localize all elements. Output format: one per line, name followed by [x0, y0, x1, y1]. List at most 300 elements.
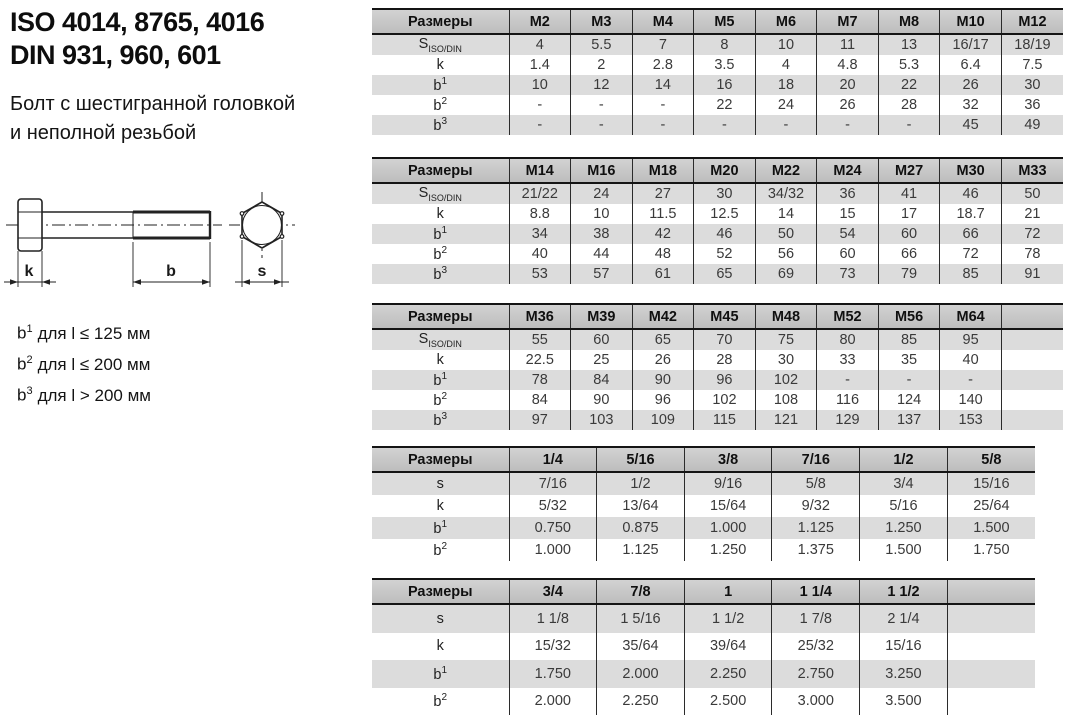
table-header-size: 7/16	[772, 447, 860, 472]
table-cell: 1 5/16	[597, 604, 685, 633]
table-cell: 52	[694, 244, 756, 264]
table-cell: 15/64	[684, 495, 772, 517]
table-cell: 25	[571, 350, 633, 370]
table-cell: 2.000	[597, 660, 685, 688]
table-cell: 1.125	[772, 517, 860, 539]
table-row	[372, 517, 1035, 539]
table-cell: 2.8	[632, 55, 694, 75]
table-header-row	[372, 158, 1063, 183]
row-label: $b^2$	[433, 96, 448, 114]
table-cell: 1 1/2	[684, 604, 772, 633]
table-header-size: M8	[878, 9, 940, 34]
table-cell: 97	[509, 410, 571, 430]
table-cell: 73	[817, 264, 879, 284]
table-cell: 1.375	[772, 539, 860, 561]
table-header-size: 1/4	[509, 447, 597, 472]
table-cell: 18	[755, 75, 817, 95]
table-cell: 9/16	[684, 472, 772, 495]
table-cell: 2	[571, 55, 633, 75]
table-row	[372, 660, 1035, 688]
table-cell: -	[632, 95, 694, 115]
hex-corner-mark	[240, 212, 244, 216]
table-cell	[1001, 329, 1063, 350]
hex-head-end-view	[242, 202, 282, 248]
table-cell: 15	[817, 204, 879, 224]
table-cell	[947, 633, 1035, 661]
table-cell: 57	[571, 264, 633, 284]
dimension-label-k: k	[24, 263, 34, 280]
table-cell: 38	[571, 224, 633, 244]
table-cell: 45	[940, 115, 1002, 135]
table-row	[372, 183, 1063, 204]
table-cell: 35/64	[597, 633, 685, 661]
table-header-size: 1	[684, 579, 772, 604]
table-row	[372, 390, 1063, 410]
footnote-text: для l > 200 мм	[37, 385, 151, 405]
table-cell: 3.000	[772, 688, 860, 716]
table-row	[372, 224, 1063, 244]
row-label: $b^1$	[433, 225, 448, 243]
table-header-label: Размеры	[372, 158, 509, 183]
footnote-symbol: b	[17, 385, 27, 405]
table-header-row	[372, 304, 1063, 329]
table-cell: 1.250	[684, 539, 772, 561]
table-cell: 153	[940, 410, 1002, 430]
table-cell: 46	[940, 183, 1002, 204]
table-cell: 116	[817, 390, 879, 410]
table-header-size: M52	[817, 304, 879, 329]
table-cell: 28	[878, 95, 940, 115]
table-cell: -	[940, 370, 1002, 390]
table-cell: 7	[632, 34, 694, 55]
table-header-row	[372, 447, 1035, 472]
bolt-head-side-view	[18, 199, 42, 251]
table-cell: 66	[878, 244, 940, 264]
dimension-table-3	[372, 303, 1063, 430]
row-label: $b^3$	[433, 411, 448, 429]
table-cell: 18/19	[1001, 34, 1063, 55]
table-cell: 80	[817, 329, 879, 350]
table-cell: 2.500	[684, 688, 772, 716]
table-cell: 1/2	[597, 472, 685, 495]
row-label: $b^2$	[433, 391, 448, 409]
table-header-size: M27	[878, 158, 940, 183]
table-cell: -	[878, 115, 940, 135]
table-cell: 3.250	[860, 660, 948, 688]
table-cell: 65	[632, 329, 694, 350]
table-cell: 36	[1001, 95, 1063, 115]
table-cell: 72	[940, 244, 1002, 264]
table-cell: 14	[632, 75, 694, 95]
table-header-size: M24	[817, 158, 879, 183]
table-header-row	[372, 9, 1063, 34]
table-cell: 2.750	[772, 660, 860, 688]
table-header-size: M42	[632, 304, 694, 329]
page-subtitle	[10, 90, 295, 148]
table-row	[372, 370, 1063, 390]
row-label: $b^2$	[433, 541, 448, 559]
subtitle-line-1: Болт с шестигранной головкой	[10, 93, 296, 115]
table-cell: 12.5	[694, 204, 756, 224]
table-cell: 72	[1001, 224, 1063, 244]
table-cell: 0.875	[597, 517, 685, 539]
table-cell	[947, 688, 1035, 716]
title-iso: ISO 4014, 8765, 4016	[10, 7, 265, 37]
table-cell: 0.750	[509, 517, 597, 539]
table-cell: 25/64	[947, 495, 1035, 517]
row-label: s	[436, 476, 444, 492]
table-header-size: M30	[940, 158, 1002, 183]
table-cell: 7/16	[509, 472, 597, 495]
table-cell: 9/32	[772, 495, 860, 517]
table-cell: 33	[817, 350, 879, 370]
table-cell: 96	[694, 370, 756, 390]
table-cell: 1.000	[684, 517, 772, 539]
table-header-size: M12	[1001, 9, 1063, 34]
table-cell: 46	[694, 224, 756, 244]
row-label: $b^1$	[433, 519, 448, 537]
table-cell: 1.750	[947, 539, 1035, 561]
row-label: k	[436, 206, 444, 222]
table-cell: 15/16	[947, 472, 1035, 495]
table-cell: 22.5	[509, 350, 571, 370]
row-label: $b^1$	[433, 664, 448, 683]
table-cell: 10	[755, 34, 817, 55]
row-label: $b^3$	[433, 116, 448, 134]
table-cell: 50	[1001, 183, 1063, 204]
dimension-label-s: s	[257, 263, 267, 280]
table-cell: 79	[878, 264, 940, 284]
table-cell: 1 1/8	[509, 604, 597, 633]
table-cell: -	[571, 95, 633, 115]
table-cell: 1.500	[860, 539, 948, 561]
table-header-size: 3/4	[509, 579, 597, 604]
footnote-text: для l ≤ 200 мм	[37, 354, 151, 374]
dimension-table-5	[372, 578, 1035, 715]
table-header-size: 5/16	[597, 447, 685, 472]
table-cell: -	[694, 115, 756, 135]
row-label: k	[436, 352, 444, 368]
table-cell: 10	[571, 204, 633, 224]
table-header-size: M20	[694, 158, 756, 183]
table-cell: 40	[940, 350, 1002, 370]
table-cell: 124	[878, 390, 940, 410]
table-row	[372, 688, 1035, 716]
table-header-label: Размеры	[372, 447, 509, 472]
table-cell: 75	[755, 329, 817, 350]
table-header-size: M3	[571, 9, 633, 34]
table-cell: 8	[694, 34, 756, 55]
table-cell: 78	[509, 370, 571, 390]
subtitle-line-2: и неполной резьбой	[10, 122, 197, 144]
table-cell: 95	[940, 329, 1002, 350]
table-cell: 34	[509, 224, 571, 244]
table-cell: 13/64	[597, 495, 685, 517]
table-cell: 2 1/4	[860, 604, 948, 633]
table-cell: 15/32	[509, 633, 597, 661]
row-label: k	[436, 57, 444, 73]
title-din: DIN 931, 960, 601	[10, 40, 221, 70]
s-arrow-left	[242, 279, 250, 285]
table-header-size: 5/8	[947, 447, 1035, 472]
table-cell: -	[509, 95, 571, 115]
table-cell: 1.000	[509, 539, 597, 561]
table-header-size: M2	[509, 9, 571, 34]
table-cell: 11.5	[632, 204, 694, 224]
table-cell: 15/16	[860, 633, 948, 661]
dimension-label-b: b	[166, 263, 176, 280]
table-cell: 85	[878, 329, 940, 350]
table-cell: 90	[632, 370, 694, 390]
table-cell: 14	[755, 204, 817, 224]
table-row	[372, 495, 1035, 517]
table-row	[372, 633, 1035, 661]
table-header-size: M33	[1001, 158, 1063, 183]
hex-corner-mark	[280, 212, 284, 216]
table-cell: 16/17	[940, 34, 1002, 55]
table-header-label: Размеры	[372, 304, 509, 329]
table-row	[372, 329, 1063, 350]
dimension-table-1	[372, 8, 1063, 135]
table-cell: 12	[571, 75, 633, 95]
table-header-size	[1001, 304, 1063, 329]
table-cell: 84	[571, 370, 633, 390]
table-cell: 18.7	[940, 204, 1002, 224]
row-label: k	[436, 498, 444, 514]
table-header-size: 1/2	[860, 447, 948, 472]
table-row	[372, 244, 1063, 264]
table-cell: 78	[1001, 244, 1063, 264]
table-header-size: 1 1/4	[772, 579, 860, 604]
table-cell: 137	[878, 410, 940, 430]
row-label: $b^3$	[433, 265, 448, 283]
table-cell: 30	[755, 350, 817, 370]
table-cell: 115	[694, 410, 756, 430]
table-cell: 1.500	[947, 517, 1035, 539]
table-cell: 39/64	[684, 633, 772, 661]
table-header-size: 7/8	[597, 579, 685, 604]
table-cell: 60	[878, 224, 940, 244]
table-header-label: Размеры	[372, 579, 509, 604]
table-cell: 24	[571, 183, 633, 204]
table-cell: 5.3	[878, 55, 940, 75]
table-cell: 22	[878, 75, 940, 95]
k-arrow-left	[10, 279, 18, 285]
table-cell: 54	[817, 224, 879, 244]
table-cell: 66	[940, 224, 1002, 244]
hex-corner-mark	[280, 235, 284, 239]
table-cell: 7.5	[1001, 55, 1063, 75]
bolt-technical-drawing	[0, 186, 330, 301]
table-cell: 53	[509, 264, 571, 284]
table-cell: 85	[940, 264, 1002, 284]
table-header-size: M5	[694, 9, 756, 34]
table-cell: -	[632, 115, 694, 135]
table-cell: 24	[755, 95, 817, 115]
table-cell: 13	[878, 34, 940, 55]
table-cell: 5/32	[509, 495, 597, 517]
table-row	[372, 75, 1063, 95]
table-cell: 4	[755, 55, 817, 75]
table-cell: 22	[694, 95, 756, 115]
table-header-size: M45	[694, 304, 756, 329]
table-cell: 30	[694, 183, 756, 204]
table-cell: 96	[632, 390, 694, 410]
table-cell: 26	[632, 350, 694, 370]
table-cell: -	[509, 115, 571, 135]
k-arrow-right	[42, 279, 50, 285]
table-cell: 2.250	[597, 688, 685, 716]
page-title	[10, 6, 264, 72]
table-header-size: M7	[817, 9, 879, 34]
table-header-size: M56	[878, 304, 940, 329]
table-header-size: M48	[755, 304, 817, 329]
table-row	[372, 204, 1063, 224]
row-label: s	[436, 610, 444, 627]
table-cell: 28	[694, 350, 756, 370]
table-cell: 27	[632, 183, 694, 204]
hex-corner-mark	[240, 235, 244, 239]
table-cell: 41	[878, 183, 940, 204]
table-cell: 21	[1001, 204, 1063, 224]
row-label: $S_{ISO/DIN}$	[418, 36, 462, 54]
table-cell: 30	[1001, 75, 1063, 95]
footnote-b2: $b^2$ для l ≤ 200 мм	[17, 354, 151, 374]
footnote-b3: $b^3$ для l > 200 мм	[17, 385, 151, 405]
table-cell: 20	[817, 75, 879, 95]
table-cell: 102	[755, 370, 817, 390]
table-cell	[1001, 350, 1063, 370]
table-cell: 25/32	[772, 633, 860, 661]
row-label: $S_{ISO/DIN}$	[418, 331, 462, 349]
footnotes	[17, 316, 151, 409]
table-cell	[947, 660, 1035, 688]
table-cell: 49	[1001, 115, 1063, 135]
table-cell: 60	[571, 329, 633, 350]
table-cell: 70	[694, 329, 756, 350]
table-cell: 3.500	[860, 688, 948, 716]
table-cell: -	[571, 115, 633, 135]
table-cell: 16	[694, 75, 756, 95]
table-header-size: M10	[940, 9, 1002, 34]
table-header-size: M6	[755, 9, 817, 34]
footnote-symbol: b	[17, 354, 27, 374]
row-label: $b^2$	[433, 245, 448, 263]
table-cell	[947, 604, 1035, 633]
table-cell: 56	[755, 244, 817, 264]
row-label: $S_{ISO/DIN}$	[418, 185, 462, 203]
row-label: $b^1$	[433, 76, 448, 94]
table-row	[372, 410, 1063, 430]
table-row	[372, 95, 1063, 115]
table-header-size: M14	[509, 158, 571, 183]
table-cell: 91	[1001, 264, 1063, 284]
row-label: $b^1$	[433, 371, 448, 389]
table-cell: 2.250	[684, 660, 772, 688]
s-arrow-right	[274, 279, 282, 285]
table-header-size: 3/8	[684, 447, 772, 472]
table-cell: 48	[632, 244, 694, 264]
table-header-label: Размеры	[372, 9, 509, 34]
footnote-text: для l ≤ 125 мм	[37, 323, 151, 343]
b-arrow-left	[133, 279, 141, 285]
table-cell: 10	[509, 75, 571, 95]
table-row	[372, 264, 1063, 284]
table-header-size: M39	[571, 304, 633, 329]
table-header-size: M18	[632, 158, 694, 183]
table-cell: 108	[755, 390, 817, 410]
table-row	[372, 55, 1063, 75]
row-label: $b^2$	[433, 692, 448, 711]
table-header-row	[372, 579, 1035, 604]
table-header-size: M22	[755, 158, 817, 183]
table-cell: -	[878, 370, 940, 390]
table-cell: 121	[755, 410, 817, 430]
table-cell: 90	[571, 390, 633, 410]
table-cell: 1.750	[509, 660, 597, 688]
table-row	[372, 350, 1063, 370]
table-header-size: 1 1/2	[860, 579, 948, 604]
table-cell	[1001, 390, 1063, 410]
table-cell: 8.8	[509, 204, 571, 224]
table-row	[372, 472, 1035, 495]
table-cell: 55	[509, 329, 571, 350]
table-header-size: M64	[940, 304, 1002, 329]
table-cell: 3.5	[694, 55, 756, 75]
table-cell: 11	[817, 34, 879, 55]
table-cell: 40	[509, 244, 571, 264]
dimension-table-4	[372, 446, 1035, 561]
footnote-b1: $b^1$ для l ≤ 125 мм	[17, 323, 151, 343]
table-cell: 6.4	[940, 55, 1002, 75]
table-cell	[1001, 370, 1063, 390]
table-cell: 32	[940, 95, 1002, 115]
table-cell: -	[817, 370, 879, 390]
table-header-size: M36	[509, 304, 571, 329]
table-cell: 1 7/8	[772, 604, 860, 633]
table-row	[372, 539, 1035, 561]
table-cell: 5/16	[860, 495, 948, 517]
table-cell: -	[755, 115, 817, 135]
table-row	[372, 34, 1063, 55]
table-cell: 1.250	[860, 517, 948, 539]
table-cell: 50	[755, 224, 817, 244]
table-cell: 1.4	[509, 55, 571, 75]
table-cell: 17	[878, 204, 940, 224]
table-cell: 42	[632, 224, 694, 244]
table-cell: 26	[940, 75, 1002, 95]
table-cell: 60	[817, 244, 879, 264]
table-cell: 109	[632, 410, 694, 430]
table-header-size: M4	[632, 9, 694, 34]
table-cell: 36	[817, 183, 879, 204]
table-cell: 4.8	[817, 55, 879, 75]
table-header-size: M16	[571, 158, 633, 183]
table-cell	[1001, 410, 1063, 430]
table-cell: 1.125	[597, 539, 685, 561]
table-header-size	[947, 579, 1035, 604]
table-cell: -	[817, 115, 879, 135]
table-cell: 34/32	[755, 183, 817, 204]
table-cell: 102	[694, 390, 756, 410]
table-cell: 129	[817, 410, 879, 430]
table-row	[372, 115, 1063, 135]
table-cell: 2.000	[509, 688, 597, 716]
dimension-table-2	[372, 157, 1063, 284]
row-label: k	[436, 638, 444, 655]
table-cell: 103	[571, 410, 633, 430]
table-cell: 4	[509, 34, 571, 55]
